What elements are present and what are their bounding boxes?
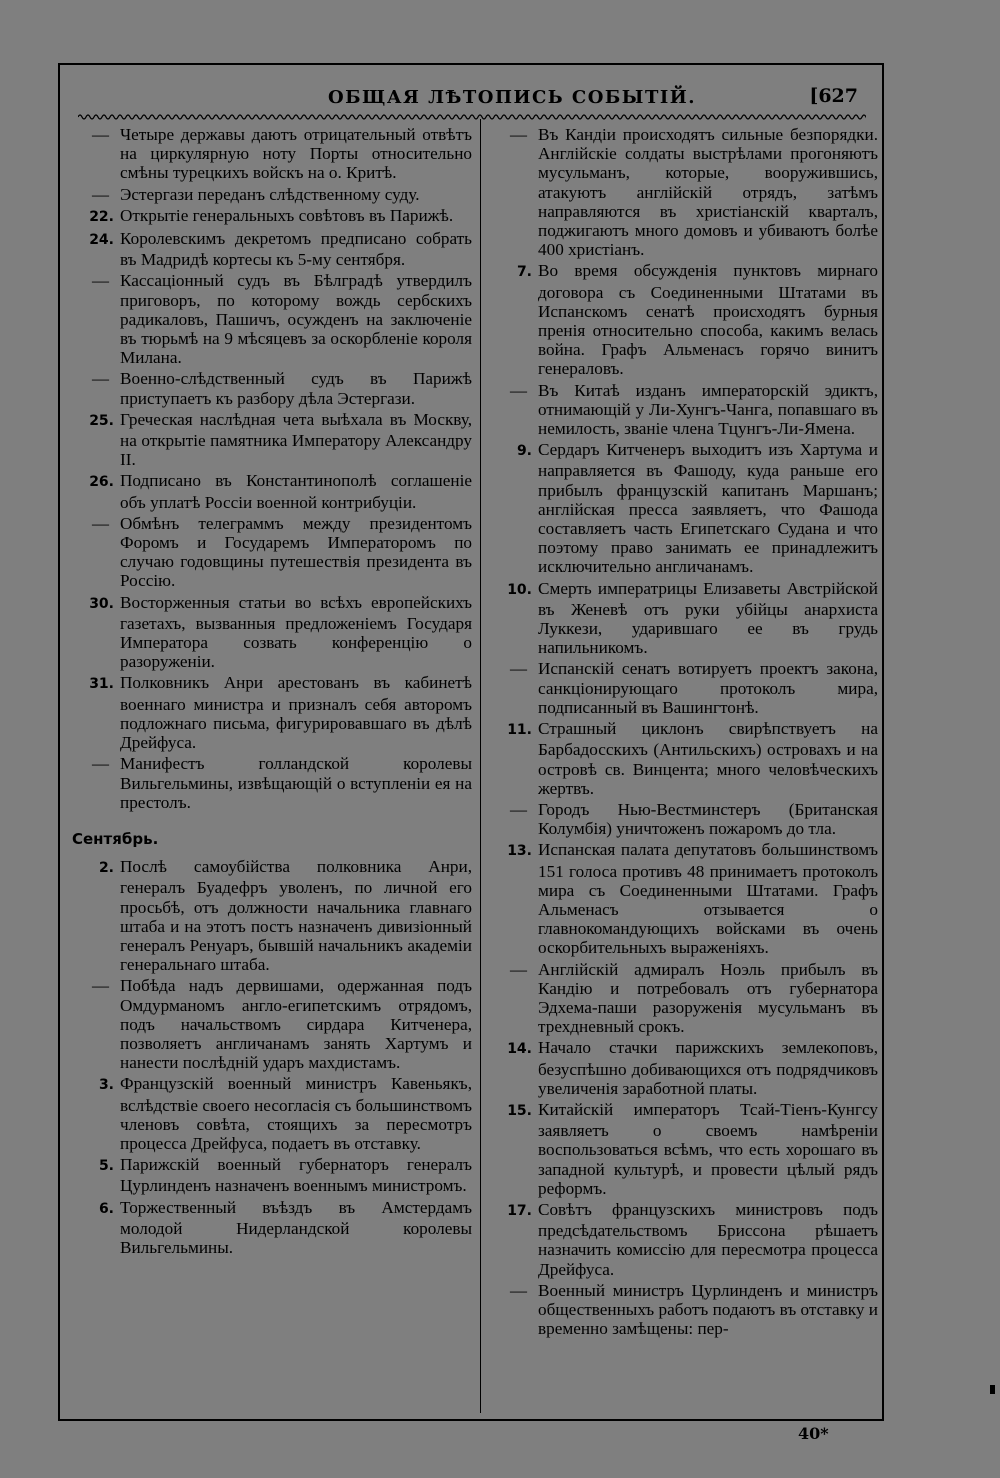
chronicle-entry-continuation (492, 381, 878, 439)
entry-date-number (82, 1076, 120, 1095)
margin-mark (990, 1385, 995, 1394)
entry-dash (92, 369, 120, 388)
entry-text: Французскій военный министръ Кавеньякъ, вслѣдствіе своего несогласія съ большинствомъ членовъ совѣта, стоящихъ за пересмотръ процесса Дрейфуса, подаетъ въ отставку. (120, 1074, 472, 1153)
entry-date-number (500, 842, 538, 861)
entry-marker-text: — (510, 659, 527, 679)
entry-marker-text: 2. (98, 860, 114, 877)
chronicle-entry-dated (492, 1100, 878, 1198)
entry-marker-text: — (92, 184, 109, 204)
entry-marker-text: — (510, 959, 527, 979)
chronicle-entry-continuation (492, 659, 878, 717)
entry-marker-text: 14. (507, 1041, 532, 1058)
entry-text: Во время обсужденія пунктовъ мирнаго договора съ Соединенными Штатами въ Испанскомъ сенатѣ происходятъ бурныя пренія относительно способа, какимъ велась война. Графъ Альменасъ горячо винитъ генераловъ. (538, 261, 878, 379)
entry-dash (510, 125, 538, 144)
entry-dash (92, 125, 120, 144)
chronicle-entry-continuation (74, 271, 472, 367)
chronicle-entry-dated (74, 229, 472, 269)
entry-dash (92, 185, 120, 204)
entry-date-number (500, 1040, 538, 1059)
entry-dash (92, 271, 120, 290)
entry-text: Начало стачки парижскихъ землекоповъ, безуспѣшно добивающихся отъ подрядчиковъ увеличенія заработной платы. (538, 1038, 878, 1098)
entry-text: Въ Китаѣ изданъ императорскій эдиктъ, отнимающій у Ли-Хунгъ-Чанга, попавшаго въ немилость, званіе члена Тцунгъ-Ли-Ямена. (538, 380, 878, 439)
entry-date-number (82, 675, 120, 694)
entry-dash (92, 514, 120, 533)
entry-marker-text: 6. (98, 1200, 114, 1217)
entry-text: Испанская палата депутатовъ большинствомъ 151 голоса противъ 48 принимаетъ протоколъ мира съ Соединенными Штатами. Графъ Альменасъ отзывается о главнокомандующихъ войсками въ очень оскорбительныхъ выраженіяхъ. (538, 840, 878, 958)
entry-date-number (500, 581, 538, 600)
entry-dash (510, 659, 538, 678)
entry-date-number (82, 1157, 120, 1176)
left-entries-before (74, 125, 472, 812)
entry-date-number (82, 208, 120, 227)
entry-text: Англійскій адмиралъ Ноэль прибылъ въ Кандію и потребовалъ отъ губернатора Эдхема-паши разоруженія мусульманъ въ трехдневный срокъ. (538, 959, 878, 1037)
entry-text: Обмѣнъ телеграммъ между президентомъ Форомъ и Государемъ Императоромъ по случаю годовщины путешествія президента въ Россію. (120, 513, 472, 591)
entry-text: Военно-слѣдственный судъ въ Парижѣ приступаетъ къ разбору дѣла Эстергази. (120, 369, 472, 408)
entry-date-number (500, 1102, 538, 1121)
entry-text: Сердаръ Китченеръ выходитъ изъ Хартума и направляется въ Фашоду, куда раньше его прибылъ французскій капитанъ Маршанъ; англійская пресса заявляетъ, что Фашода составляетъ часть Египетскаго Судана и что поэтому право занимать ее принадлежитъ исключительно англичанамъ. (538, 440, 878, 577)
entry-marker-text: 25. (89, 412, 114, 429)
chronicle-entry-continuation (492, 800, 878, 838)
entry-text: Побѣда надъ дервишами, одержанная подъ Омдурманомъ англо-египетскимъ отрядомъ, подъ начальствомъ сирдара Китченера, позволяетъ англичанамъ занять Хартумъ и нанести послѣдній ударъ махдистамъ. (120, 976, 472, 1073)
right-column (492, 125, 878, 1340)
entry-text: Парижскій военный губернаторъ генералъ Цурлинденъ назначенъ военнымъ министромъ. (120, 1155, 472, 1196)
entry-marker-text: — (92, 369, 109, 389)
chronicle-entry-dated (74, 206, 472, 227)
entry-date-number (82, 473, 120, 492)
chronicle-entry-continuation (492, 960, 878, 1037)
entry-marker-text: 7. (516, 264, 532, 281)
running-title: ОБЩАЯ ЛѢТОПИСЬ СОБЫТІЙ. (328, 87, 697, 108)
entry-marker-text: 26. (89, 474, 114, 491)
entry-marker-text: — (92, 271, 109, 291)
entry-marker-text: 30. (89, 595, 114, 612)
entry-text: Въ Кандіи происходятъ сильные безпорядки. Англійскіе солдаты выстрѣлами прогоняютъ мусульманъ, которые, вооружившись, атакуютъ англійскій отрядъ, затѣмъ направляются въ христіанскій кварталъ, поджигаютъ много домовъ и убиваютъ болѣе 400 христіанъ. (538, 125, 878, 260)
chronicle-entry-dated (492, 440, 878, 576)
entry-marker-text: — (510, 1280, 527, 1300)
chronicle-entry-dated (74, 593, 472, 672)
entry-marker-text: 15. (507, 1102, 532, 1119)
entry-text: Королевскимъ декретомъ предписано собрать въ Мадридѣ кортесы къ 5-му сентября. (120, 229, 472, 270)
entry-date-number (500, 1202, 538, 1221)
chronicle-entry-continuation (74, 514, 472, 591)
chronicle-entry-dated (74, 857, 472, 974)
signature-mark: 40* (798, 1424, 829, 1443)
entry-text: Послѣ самоубійства полковника Анри, генералъ Буадефръ уволенъ, по личной его просьбѣ, отъ должности начальника главнаго штаба и на этотъ постъ назначенъ дивизіонный генералъ Ренуаръ, бывшій начальникъ академіи генеральнаго штаба. (120, 857, 472, 975)
entry-text: Восторженныя статьи во всѣхъ европейскихъ газетахъ, вызванныя предложеніемъ Государя Императора созвать конференцію о разоруженіи. (120, 592, 472, 672)
chronicle-entry-dated (492, 261, 878, 378)
chronicle-entry-dated (74, 1074, 472, 1153)
entry-marker-text: 3. (98, 1077, 114, 1094)
entry-marker-text: 10. (507, 581, 532, 598)
entry-marker-text: 13. (507, 843, 532, 860)
entry-text: Открытіе генеральныхъ совѣтовъ въ Парижѣ. (120, 205, 454, 225)
entry-marker-text: — (510, 799, 527, 819)
right-entries (492, 125, 878, 1338)
left-entries-after (74, 857, 472, 1257)
entry-dash (92, 754, 120, 773)
chronicle-entry-dated (492, 579, 878, 658)
entry-date-number (500, 442, 538, 461)
entry-dash (510, 800, 538, 819)
entry-date-number (82, 412, 120, 431)
chronicle-entry-dated (74, 410, 472, 470)
entry-text: Совѣтъ французскихъ министровъ подъ предсѣдательствомъ Бриссона рѣшаетъ назначить комиссію для пересмотра процесса Дрейфуса. (538, 1199, 878, 1279)
entry-marker-text: — (92, 976, 109, 996)
entry-text: Полковникъ Анри арестованъ въ кабинетѣ военнаго министра и призналъ себя авторомъ подложнаго письма, фигурировавшаго въ дѣлѣ Дрейфуса. (120, 673, 472, 753)
chronicle-entry-continuation (74, 125, 472, 183)
chronicle-entry-dated (492, 840, 878, 957)
entry-marker-text: 22. (89, 208, 114, 225)
chronicle-entry-continuation (492, 125, 878, 259)
chronicle-entry-continuation (74, 185, 472, 204)
entry-text: Страшный циклонъ свирѣпствуетъ на Барбадосскихъ (Антильскихъ) островахъ и на островѣ св. Винцента; много человѣческихъ жертвъ. (538, 719, 878, 798)
entry-marker-text: 11. (507, 722, 532, 739)
entry-date-number (82, 231, 120, 250)
entry-text: Подписано въ Константинополѣ соглашеніе объ уплатѣ Россіи военной контрибуціи. (120, 471, 472, 512)
running-head (60, 81, 882, 115)
chronicle-entry-dated (74, 1155, 472, 1195)
entry-marker-text: — (92, 754, 109, 774)
month-heading: Сентябрь. (72, 829, 159, 848)
entry-text: Греческая наслѣдная чета выѣхала въ Москву, на открытіе памятника Императору Александру II. (120, 409, 472, 470)
entry-dash (92, 976, 120, 995)
chronicle-entry-dated (492, 1200, 878, 1279)
entry-marker-text: 5. (98, 1158, 114, 1175)
entry-text: Китайскій императоръ Тсай-Тіенъ-Кунгсу заявляетъ о своемъ намѣреніи воспользоваться всѣмъ, что есть хорошаго въ западной культурѣ, и провести цѣлый рядъ реформъ. (538, 1099, 878, 1198)
entry-dash (510, 381, 538, 400)
entry-text: Городъ Нью-Вестминстеръ (Британская Колумбія) уничтоженъ пожаромъ до тла. (538, 799, 878, 839)
entry-marker-text: — (92, 125, 109, 144)
entry-text: Четыре державы даютъ отрицательный отвѣтъ на циркулярную ноту Порты относительно смѣны турецкихъ войскъ на о. Критѣ. (120, 125, 472, 183)
chronicle-entry-dated (74, 471, 472, 511)
left-column (74, 125, 472, 1259)
entry-date-number (82, 859, 120, 878)
entry-marker-text: 9. (516, 443, 532, 460)
entry-text: Смерть императрицы Елизаветы Австрійской въ Женевѣ отъ руки убійцы анархиста Луккези, ударившаго ее въ грудь напильникомъ. (538, 578, 878, 658)
chronicle-entry-continuation (74, 754, 472, 812)
entry-dash (510, 1281, 538, 1300)
entry-marker-text: — (92, 513, 109, 533)
entry-text: Торжественный въѣздъ въ Амстердамъ молодой Нидерландской королевы Вильгельмины. (120, 1197, 472, 1257)
entry-text: Испанскій сенатъ вотируетъ проектъ закона, санкціонирующаго протоколъ мира, подписанный въ Вашингтонѣ. (538, 659, 878, 717)
entry-text: Эстергази переданъ слѣдственному суду. (120, 184, 420, 204)
page-frame (58, 63, 884, 1421)
chronicle-entry-continuation (74, 976, 472, 1072)
entry-marker-text: 24. (89, 232, 114, 249)
entry-marker-text: 17. (507, 1202, 532, 1219)
entry-text: Манифестъ голландской королевы Вильгельмины, извѣщающій о вступленіи ея на престолъ. (120, 754, 472, 812)
chronicle-entry-continuation (492, 1281, 878, 1339)
entry-date-number (500, 263, 538, 282)
page-number: [627 (809, 85, 858, 107)
entry-date-number (82, 595, 120, 614)
entry-marker-text: — (510, 380, 527, 400)
entry-text: Кассаціонный судъ въ Бѣлградѣ утвердилъ приговоръ, по которому вождь сербскихъ радикаловъ, Пашичъ, осужденъ на заключеніе въ тюрьмѣ на 9 мѣсяцевъ за оскорбленіе короля Милана. (120, 271, 472, 368)
entry-text: Военный министръ Цурлинденъ и министръ общественныхъ работъ подаютъ въ отставку и временно замѣщены: пер- (538, 1280, 878, 1339)
entry-dash (510, 960, 538, 979)
chronicle-entry-dated (74, 673, 472, 752)
entry-date-number (500, 721, 538, 740)
wavy-rule (78, 112, 866, 122)
chronicle-entry-dated (492, 719, 878, 798)
entry-marker-text: 31. (89, 676, 114, 693)
column-divider (480, 119, 481, 1413)
chronicle-entry-continuation (74, 369, 472, 407)
entry-marker-text: — (510, 125, 527, 144)
entry-date-number (82, 1200, 120, 1219)
chronicle-entry-dated (74, 1198, 472, 1258)
chronicle-entry-dated (492, 1038, 878, 1098)
